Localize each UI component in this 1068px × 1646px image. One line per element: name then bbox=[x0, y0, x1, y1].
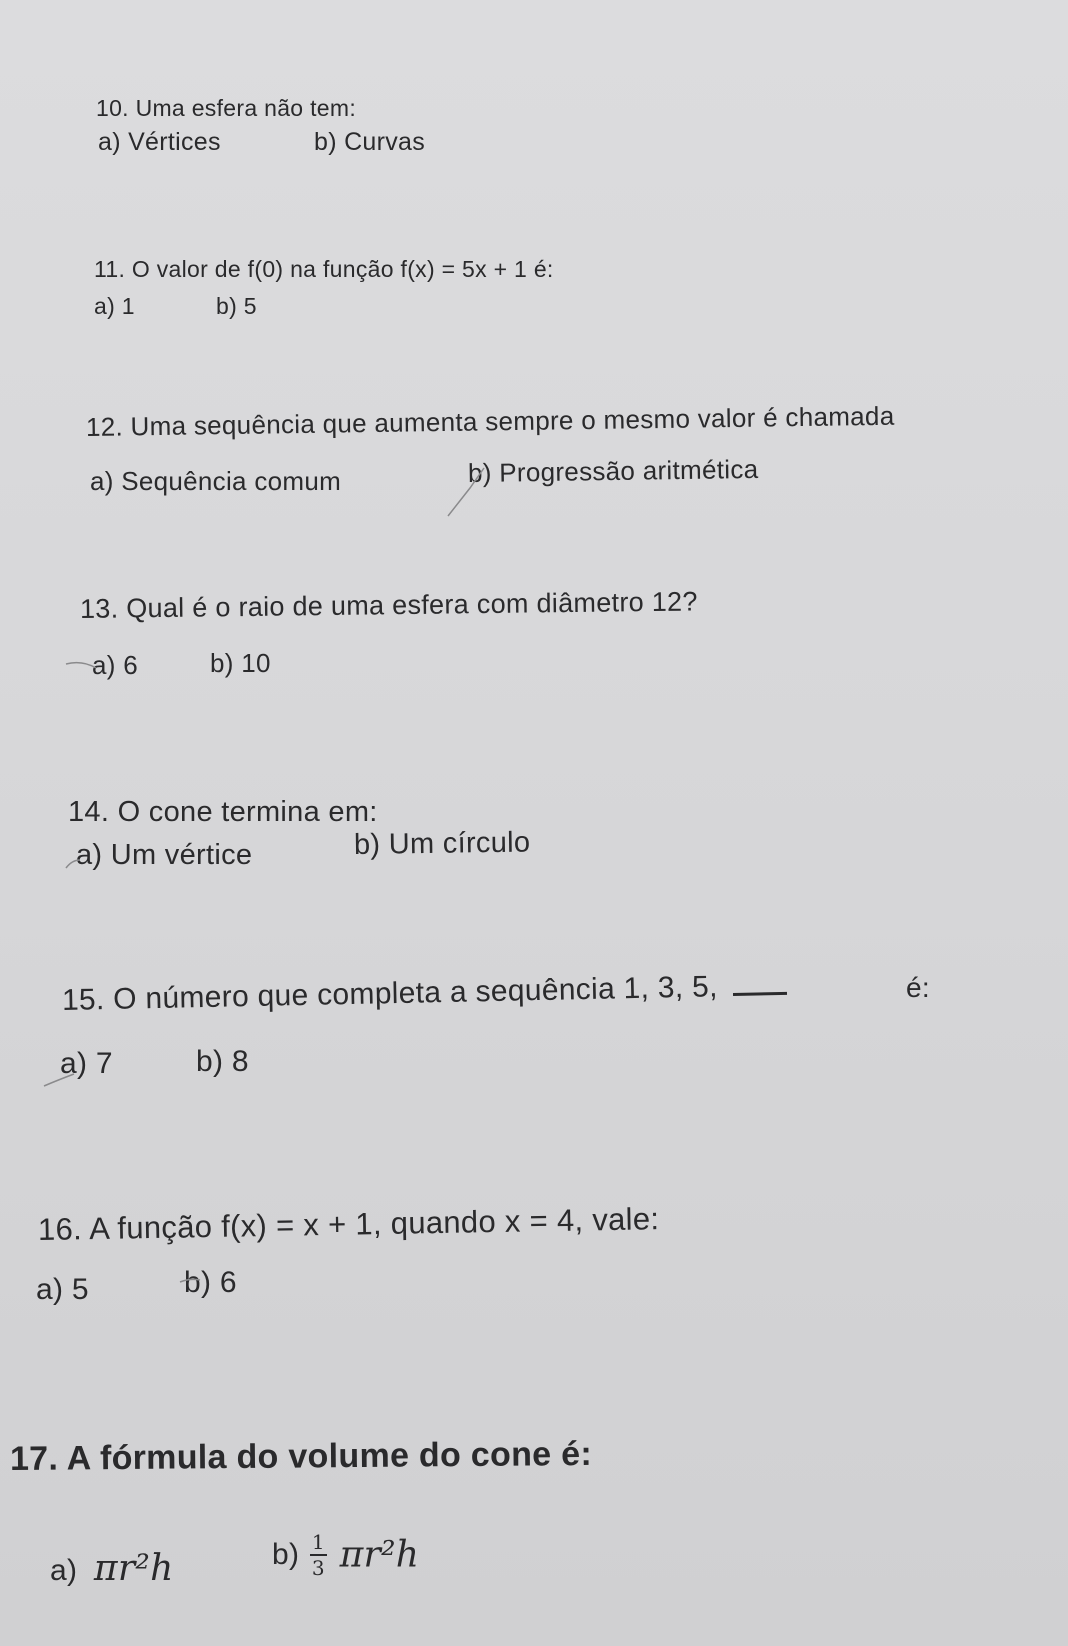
question-11-stem-prefix: 11. O valor de bbox=[94, 256, 241, 282]
question-10-option-a: a) Vértices bbox=[98, 128, 221, 156]
question-14-option-b: b) Um círculo bbox=[353, 826, 531, 861]
question-16-stem-prefix: 16. A função bbox=[37, 1208, 213, 1247]
question-17-stem: 17. A fórmula do volume do cone é: bbox=[9, 1434, 593, 1478]
question-11-option-b: b) 5 bbox=[216, 293, 257, 319]
question-11-expr-function: f(x) = 5x + 1 bbox=[400, 256, 528, 282]
question-11-option-a: a) 1 bbox=[94, 293, 135, 319]
formula-b: πr²h bbox=[339, 1534, 420, 1576]
fraction-denominator: 3 bbox=[311, 1556, 325, 1580]
answer-blank bbox=[732, 992, 786, 996]
question-16-expr-x: x = 4 bbox=[504, 1202, 575, 1239]
fraction-one-third bbox=[310, 1532, 327, 1578]
question-11-expr-f0: f(0) bbox=[247, 256, 284, 282]
question-13-stem: 13. Qual é o raio de uma esfera com diâmetro 12? bbox=[79, 586, 698, 624]
question-16-stem-mid: , quando bbox=[372, 1204, 497, 1242]
question-10-stem: 10. Uma esfera não tem: bbox=[96, 95, 357, 121]
question-16-stem bbox=[38, 1201, 660, 1248]
question-17-option-a bbox=[50, 1548, 174, 1589]
question-17-option-b-label: b) bbox=[272, 1538, 300, 1571]
question-12-stem: 12. Uma sequência que aumenta sempre o mesmo valor é chamada bbox=[85, 400, 895, 442]
question-13-option-a: a) 6 bbox=[92, 650, 139, 680]
question-13-option-b: b) 10 bbox=[210, 648, 271, 678]
question-16-stem-suffix: , vale: bbox=[574, 1201, 660, 1238]
question-16-option-a: a) 5 bbox=[36, 1273, 89, 1306]
question-11-stem bbox=[94, 256, 554, 283]
question-16-option-b: b) 6 bbox=[184, 1266, 237, 1299]
question-14-stem: 14. O cone termina em: bbox=[68, 796, 378, 828]
fraction-numerator: 1 bbox=[311, 1530, 325, 1554]
question-12-option-b: b) Progressão aritmética bbox=[467, 453, 759, 488]
question-14-option-a: a) Um vértice bbox=[76, 839, 253, 871]
question-16-expr-function: f(x) = x + 1 bbox=[220, 1206, 374, 1244]
question-17-option-b bbox=[272, 1532, 419, 1578]
question-10-option-b: b) Curvas bbox=[314, 128, 426, 156]
formula-a: πr²h bbox=[93, 1548, 174, 1589]
question-12-option-a: a) Sequência comum bbox=[90, 466, 342, 496]
question-15-stem bbox=[62, 969, 787, 1018]
question-15-option-a: a) 7 bbox=[60, 1047, 113, 1080]
question-15-stem-prefix: 15. O número que completa a sequência 1, 3, 5, bbox=[61, 970, 719, 1017]
question-11-stem-mid: na função bbox=[290, 256, 394, 282]
question-11-stem-suffix: é: bbox=[533, 256, 554, 282]
question-15-stem-suffix: é: bbox=[906, 972, 930, 1003]
question-17-option-a-label: a) bbox=[50, 1554, 78, 1587]
question-15-option-b: b) 8 bbox=[196, 1045, 249, 1078]
